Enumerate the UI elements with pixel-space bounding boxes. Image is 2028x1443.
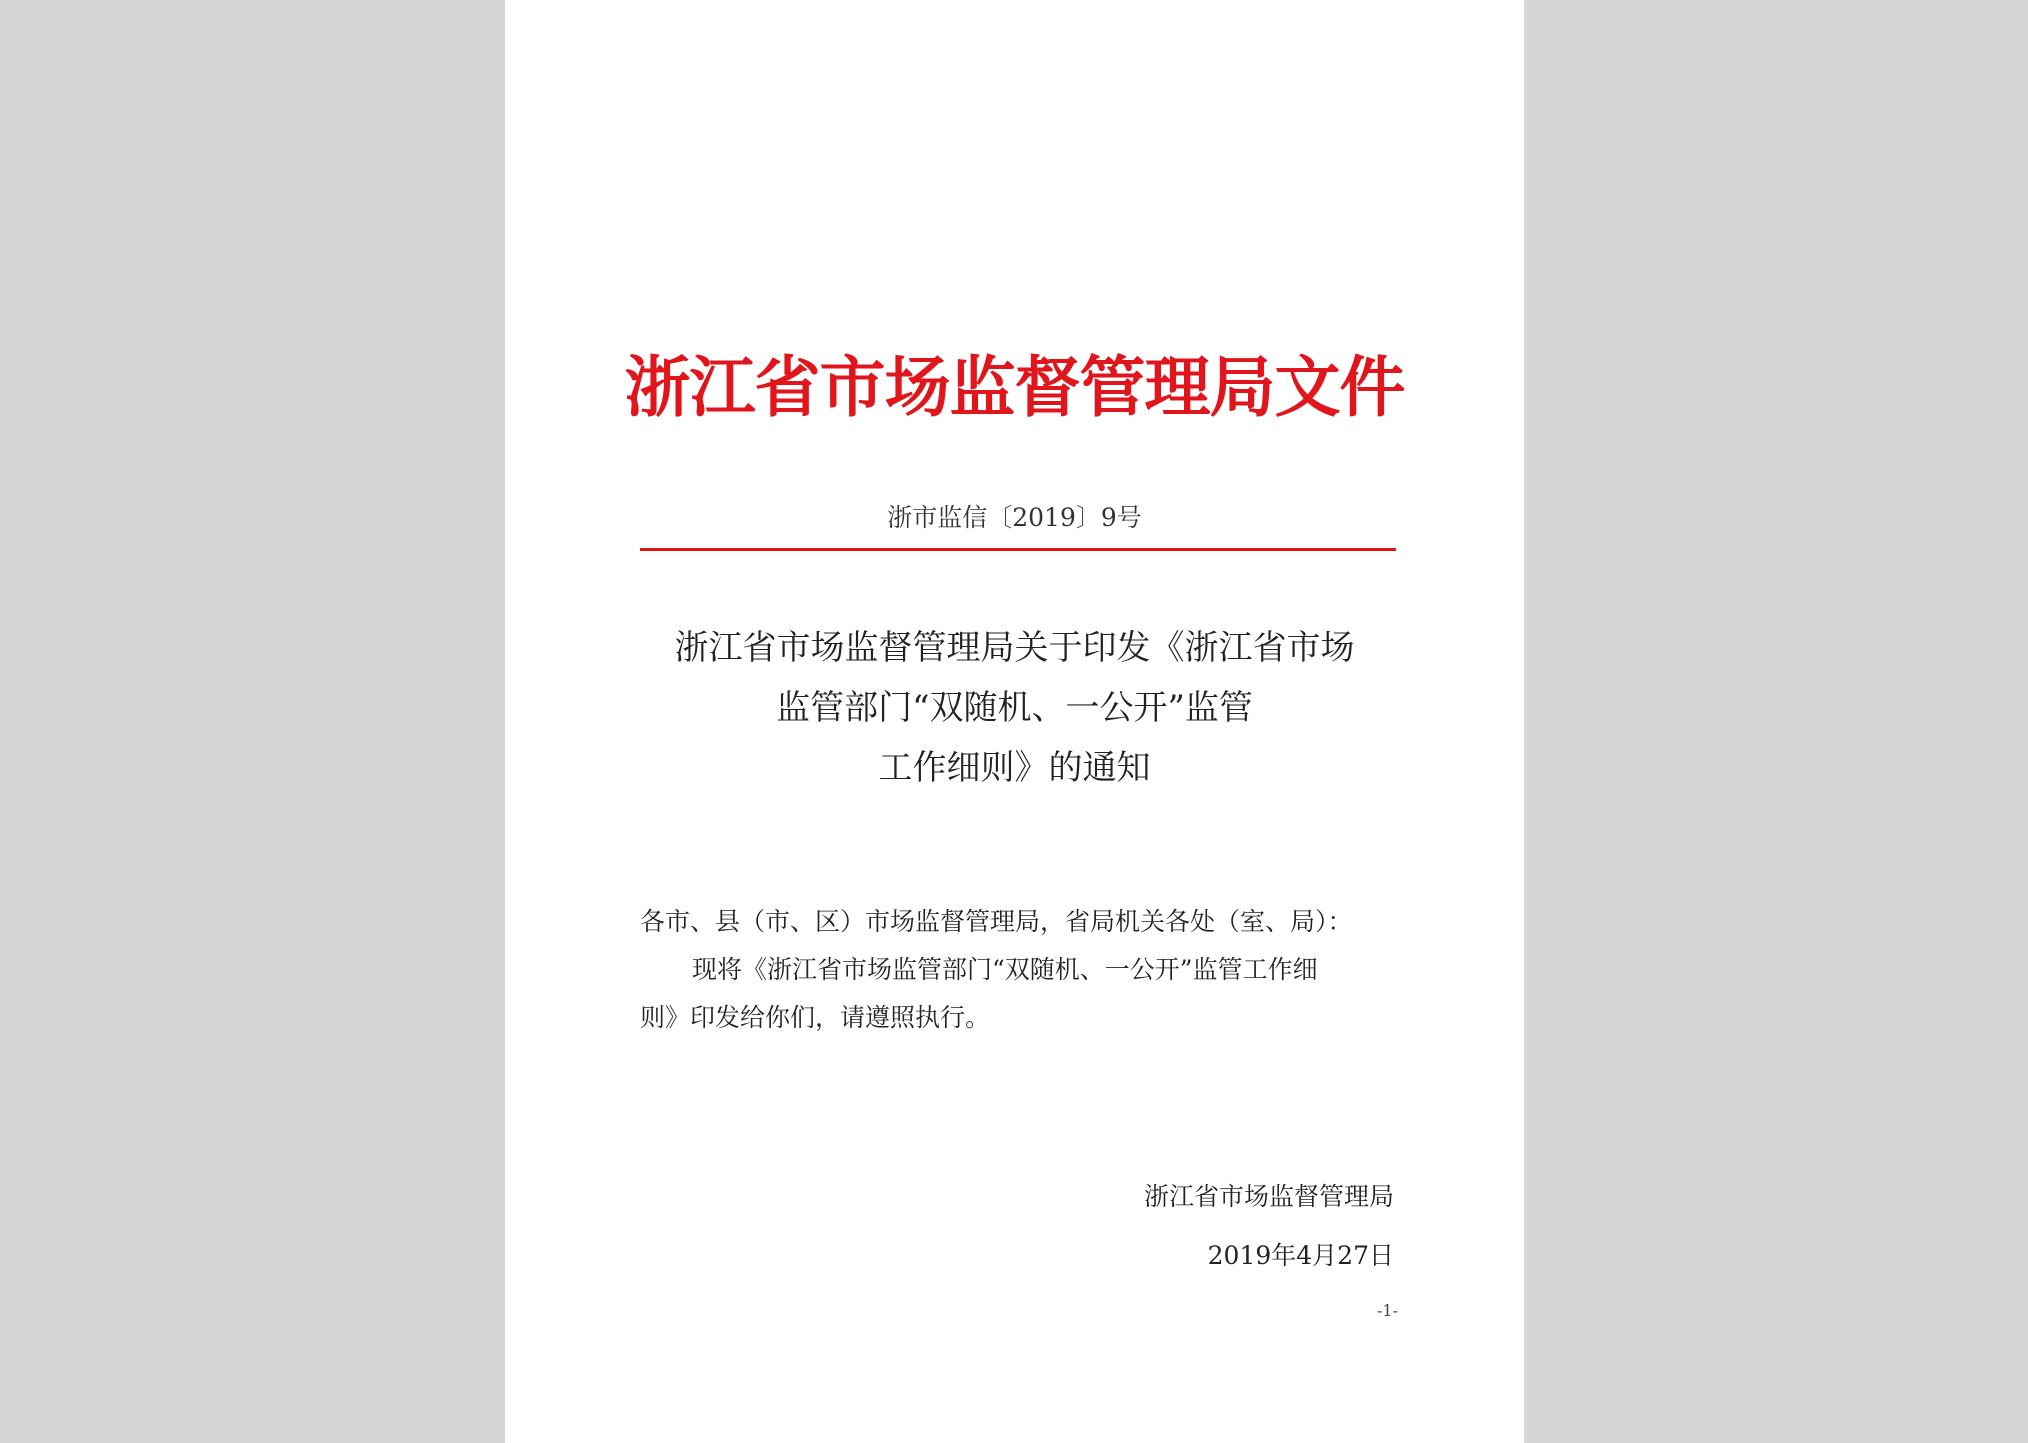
notice-title xyxy=(505,618,1524,798)
page-number: -1- xyxy=(1377,1301,1398,1320)
notice-title-line-1: 浙江省市场监督管理局关于印发《浙江省市场 xyxy=(674,628,1355,668)
notice-title-line-3: 工作细则》的通知 xyxy=(878,748,1151,788)
document-header-title: 浙江省市场监督管理局文件 xyxy=(624,349,1405,426)
salutation: 各市、县（市、区）市场监督管理局，省局机关各处（室、局）： xyxy=(640,907,1353,936)
issue-date: 2019年4月27日 xyxy=(1207,1241,1394,1270)
red-divider-line xyxy=(640,548,1396,551)
notice-body xyxy=(640,898,1400,1042)
signer: 浙江省市场监督管理局 xyxy=(1143,1182,1394,1211)
document-number: 浙市监信〔2019〕9号 xyxy=(887,503,1142,532)
body-paragraph-line-2: 则》印发给你们，请遵照执行。 xyxy=(640,1003,991,1032)
body-paragraph-line-1: 现将《浙江省市场监管部门“双随机、一公开”监管工作细 xyxy=(692,955,1318,984)
notice-title-line-2: 监管部门“双随机、一公开”监管 xyxy=(776,688,1253,728)
document-page xyxy=(505,0,1524,1443)
